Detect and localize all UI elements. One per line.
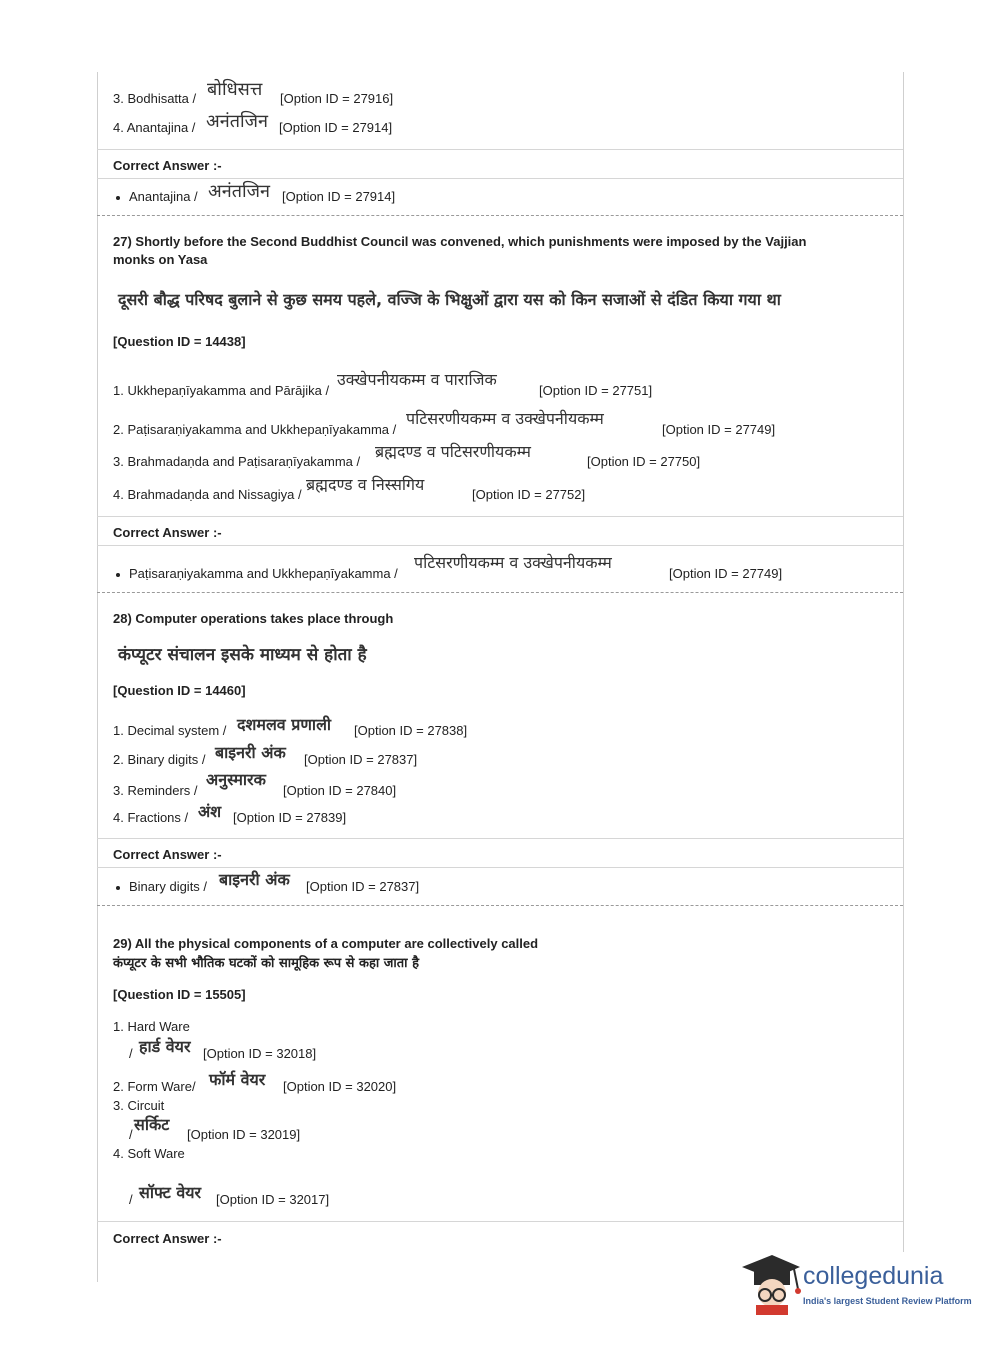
left-border (97, 72, 98, 1282)
q27-option-2-hindi: पटिसरणीयकम्म व उक्खेपनीयकम्म (406, 409, 604, 428)
divider (97, 838, 903, 839)
q28-option-4-text: 4. Fractions / (113, 810, 189, 825)
q28-option-1-hindi: दशमलव प्रणाली (237, 715, 332, 734)
question-separator (97, 592, 903, 593)
q28-question-id: [Question ID = 14460] (113, 683, 246, 698)
q28-option-4-hindi: अंश (198, 802, 222, 821)
q29-option-4-text: 4. Soft Ware (113, 1146, 185, 1161)
q28-option-2-hindi: बाइनरी अंक (215, 743, 286, 762)
q28-option-1-id: [Option ID = 27838] (354, 723, 468, 738)
divider (97, 1221, 903, 1222)
q27-question-hindi: दूसरी बौद्ध परिषद बुलाने से कुछ समय पहले, वज्जि के भिक्षुओं द्वारा यस को किन सजाओं से दंडित किया गया था (118, 290, 781, 309)
q29-option-4-hindi: सॉफ्ट वेयर (139, 1183, 202, 1202)
q27-question-id: [Question ID = 14438] (113, 334, 246, 349)
q27-option-3-id: [Option ID = 27750] (587, 454, 701, 469)
q28-option-3-hindi: अनुस्मारक (206, 770, 266, 789)
q29-option-2-hindi: फॉर्म वेयर (209, 1070, 266, 1089)
q27-answer-hindi: पटिसरणीयकम्म व उक्खेपनीयकम्म (414, 553, 612, 572)
q29-question-hindi: कंप्यूटर के सभी भौतिक घटकों को सामूहिक रूप से कहा जाता है (113, 956, 419, 971)
q29-option-1-hindi: हार्ड वेयर (139, 1037, 191, 1056)
q27-option-1-id: [Option ID = 27751] (539, 383, 653, 398)
question-separator (97, 905, 903, 906)
question-separator (97, 215, 903, 216)
q28-correct-answer-label: Correct Answer :- (113, 847, 222, 862)
q27-question-text-cont: monks on Yasa (113, 252, 208, 267)
divider (97, 149, 903, 150)
bullet (116, 573, 120, 577)
q27-option-3-text: 3. Brahmadaṇda and Paṭisaraṇīyakamma / (113, 454, 361, 469)
q26-option-4-id: [Option ID = 27914] (279, 120, 393, 135)
q26-option-3-hindi: बोधिसत्त (207, 79, 263, 100)
q29-option-1-text: 1. Hard Ware (113, 1019, 190, 1034)
logo-brand-text: collegedunia (803, 1262, 944, 1290)
q29-option-1-id: [Option ID = 32018] (203, 1046, 317, 1061)
q29-option-4-id: [Option ID = 32017] (216, 1192, 330, 1207)
q29-question-text: 29) All the physical components of a computer are collectively called (113, 936, 539, 951)
q27-option-3-hindi: ब्रह्मदण्ड व पटिसरणीयकम्म (375, 442, 531, 461)
q28-option-1-text: 1. Decimal system / (113, 723, 227, 738)
q26-answer-id: [Option ID = 27914] (282, 189, 396, 204)
bullet (116, 196, 120, 200)
q29-option-2-id: [Option ID = 32020] (283, 1079, 397, 1094)
q27-correct-answer-label: Correct Answer :- (113, 525, 222, 540)
q27-option-2-id: [Option ID = 27749] (662, 422, 776, 437)
q27-option-1-hindi: उक्खेपनीयकम्म व पाराजिक (337, 370, 497, 389)
q27-option-4-text: 4. Brahmadaṇda and Nissagiya / (113, 487, 302, 502)
q29-option-4-slash: / (129, 1192, 133, 1207)
q29-option-3-hindi: सर्किट (134, 1115, 170, 1134)
bullet (116, 886, 120, 890)
q26-correct-answer-label: Correct Answer :- (113, 158, 222, 173)
right-border (903, 72, 904, 1252)
q27-question-text: 27) Shortly before the Second Buddhist Council was convened, which punishments were imposed by the Vajjian (113, 234, 807, 249)
q26-answer-text: Anantajina / (129, 189, 198, 204)
q27-option-4-hindi: ब्रह्मदण्ड व निस्सगिय (306, 475, 425, 494)
q28-option-2-text: 2. Binary digits / (113, 752, 206, 767)
q28-option-3-text: 3. Reminders / (113, 783, 198, 798)
q29-option-1-slash: / (129, 1046, 133, 1061)
q29-option-3-text: 3. Circuit (113, 1098, 165, 1113)
q27-option-1-text: 1. Ukkhepaṇīyakamma and Pārājika / (113, 383, 330, 398)
q27-answer-id: [Option ID = 27749] (669, 566, 783, 581)
q28-answer-text: Binary digits / (129, 879, 208, 894)
q26-option-4-hindi: अनंतजिन (206, 111, 269, 132)
q26-option-3-text: 3. Bodhisatta / (113, 91, 197, 106)
q26-answer-hindi: अनंतजिन (208, 181, 271, 202)
q28-question-hindi: कंप्यूटर संचालन इसके माध्यम से होता है (118, 645, 367, 665)
q29-correct-answer-label: Correct Answer :- (113, 1231, 222, 1246)
q29-option-3-id: [Option ID = 32019] (187, 1127, 301, 1142)
q28-answer-hindi: बाइनरी अंक (219, 870, 290, 889)
q27-option-2-text: 2. Paṭisaraṇiyakamma and Ukkhepaṇīyakamma / (113, 422, 397, 437)
q28-option-4-id: [Option ID = 27839] (233, 810, 347, 825)
q29-option-3-slash: / (129, 1127, 133, 1142)
q28-question-text: 28) Computer operations takes place through (113, 611, 394, 626)
q27-option-4-id: [Option ID = 27752] (472, 487, 586, 502)
q27-answer-text: Paṭisaraṇiyakamma and Ukkhepaṇīyakamma / (129, 566, 398, 581)
logo-tagline: India's largest Student Review Platform (803, 1296, 972, 1306)
divider (97, 867, 903, 868)
divider (97, 545, 903, 546)
q26-option-3-id: [Option ID = 27916] (280, 91, 394, 106)
q28-option-2-id: [Option ID = 27837] (304, 752, 418, 767)
q29-option-2-text: 2. Form Ware/ (113, 1079, 196, 1094)
q29-question-id: [Question ID = 15505] (113, 987, 246, 1002)
q26-option-4-text: 4. Anantajina / (113, 120, 196, 135)
divider (97, 516, 903, 517)
q28-option-3-id: [Option ID = 27840] (283, 783, 397, 798)
q28-answer-id: [Option ID = 27837] (306, 879, 420, 894)
